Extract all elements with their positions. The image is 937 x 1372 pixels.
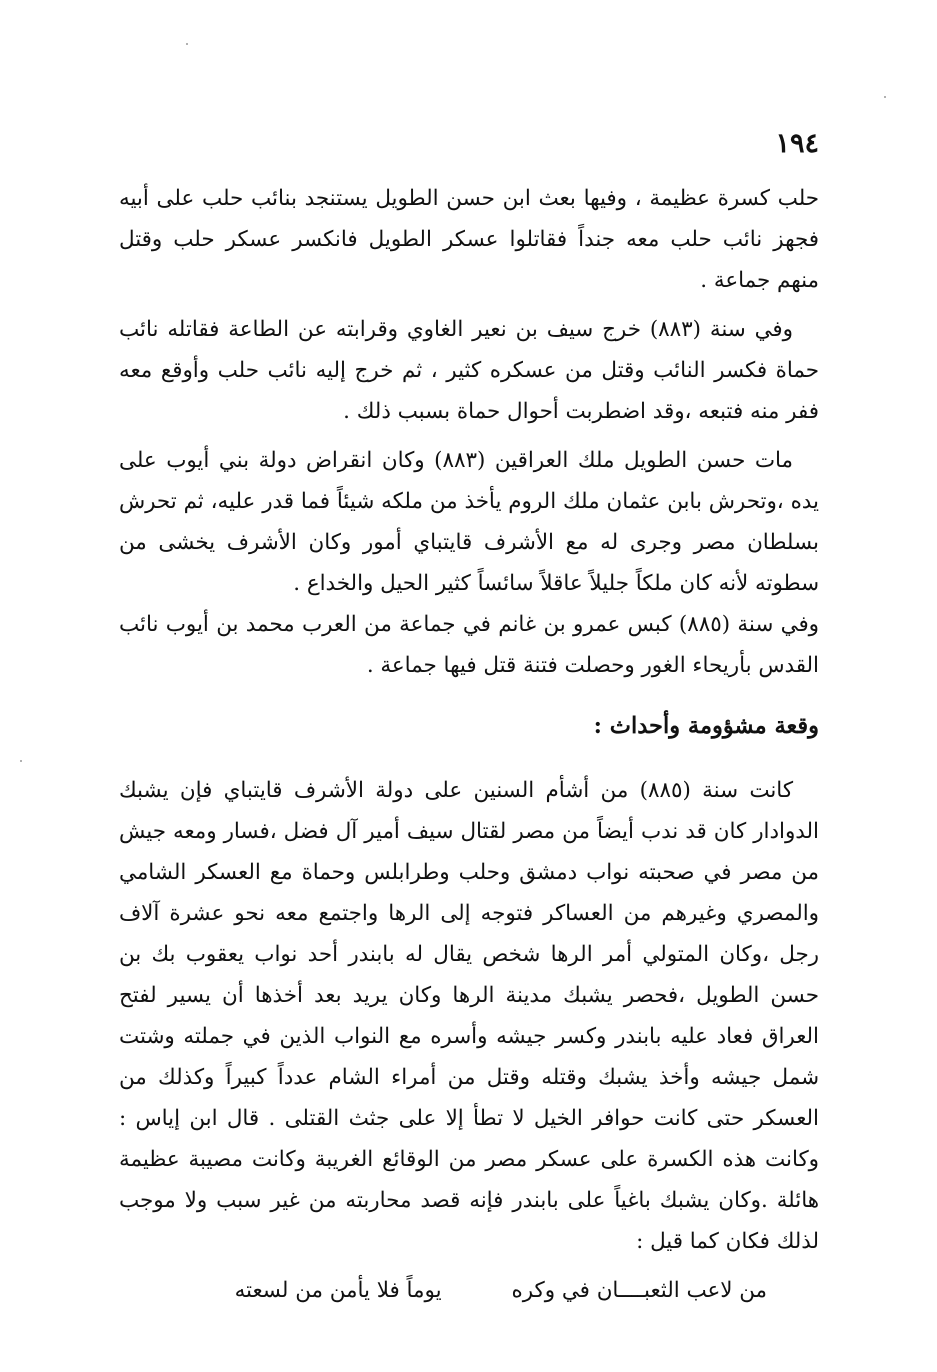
page-speck bbox=[20, 760, 22, 762]
verse-second-hemistich: يوماً فلا يأمن من لسعته bbox=[234, 1278, 442, 1303]
paragraph-5: كانت سنة (٨٨٥) من أشأم السنين على دولة الأشرف قايتباي فإن يشبك الدوادار كان قد ندب أيضاً من مصر لقتال سيف أمير آل فضل ،فسار ومعه جيش من مصر في صحبته نواب دمشق وحلب وطرابلس وحماة مع العسكر الشامي والمصري وغيرهم من العساكر فتوجه إلى الرها واجتمع معه نحو عشرة آلاف رجل ،وكان المتولي أمر الرها شخص يقال له بابندر أحد نواب يعقوب بك بن حسن الطويل ،فحصر يشبك مدينة الرها وكان يريد بعد أخذها أن يسير لفتح العراق فعاد عليه بابندر وكسر جيشه وأسره مع النواب الذين في جملته وشتت شمل جيشه وأخذ يشبك وقتله وقتل من أمراء الشام عدداً كبيراً وكذلك من العسكر حتى كانت حوافر الخيل لا تطأ إلا على جثث القتلى . قال ابن إياس : وكانت هذه الكسرة على عسكر مصر من الوقائع الغريبة وكانت مصيبة عظيمة هائلة .وكان يشبك باغياً على بابندر فإنه قصد محاربته من غير سبب ولا موجب لذلك فكان كما قيل : bbox=[119, 778, 819, 1254]
paragraph-3: مات حسن الطويل ملك العراقين (٨٨٣) وكان انقراض دولة بني أيوب على يده ،وتحرش بابن عثمان ملك الروم يأخذ من ملكه شيئاً فما قدر عليه، ثم تحرش بسلطان مصر وجرى له مع الأشرف قايتباي أمور وكان الأشرف يخشى من سطوته لأنه كان ملكاً جليلاً عاقلاً سائساً كثير الحيل والخداع . bbox=[119, 448, 819, 596]
paragraph-2: وفي سنة (٨٨٣) خرج سيف بن نعير الغاوي وقرابته عن الطاعة فقاتله نائب حماة فكسر النائب وقتل من عسكره كثير ، ثم خرج إليه نائب حلب وأوقع معه ففر منه فتبعه ،وقد اضطربت أحوال حماة بسبب ذلك . bbox=[119, 317, 819, 424]
paragraph-4: وفي سنة (٨٨٥) كبس عمرو بن غانم في جماعة من العرب محمد بن أيوب نائب القدس بأريحاء الغور وحصلت فتنة قتل فيها جماعة . bbox=[119, 612, 820, 678]
main-text bbox=[119, 178, 819, 1311]
verse-first-hemistich: من لاعب الثعبــــان في وكره bbox=[511, 1278, 767, 1303]
page-speck bbox=[186, 43, 188, 45]
page-number: ١٩٤ bbox=[775, 128, 819, 159]
paragraph-1: حلب كسرة عظيمة ، وفيها بعث ابن حسن الطويل يستنجد بنائب حلب على أبيه فجهز نائب حلب معه جنداً فقاتلوا عسكر الطويل فانكسر عسكر حلب وقتل منهم جماعة . bbox=[119, 186, 819, 293]
poem-verse bbox=[119, 1270, 819, 1311]
section-heading: وقعة مشؤومة وأحداث : bbox=[593, 713, 819, 739]
page-speck bbox=[884, 96, 886, 98]
